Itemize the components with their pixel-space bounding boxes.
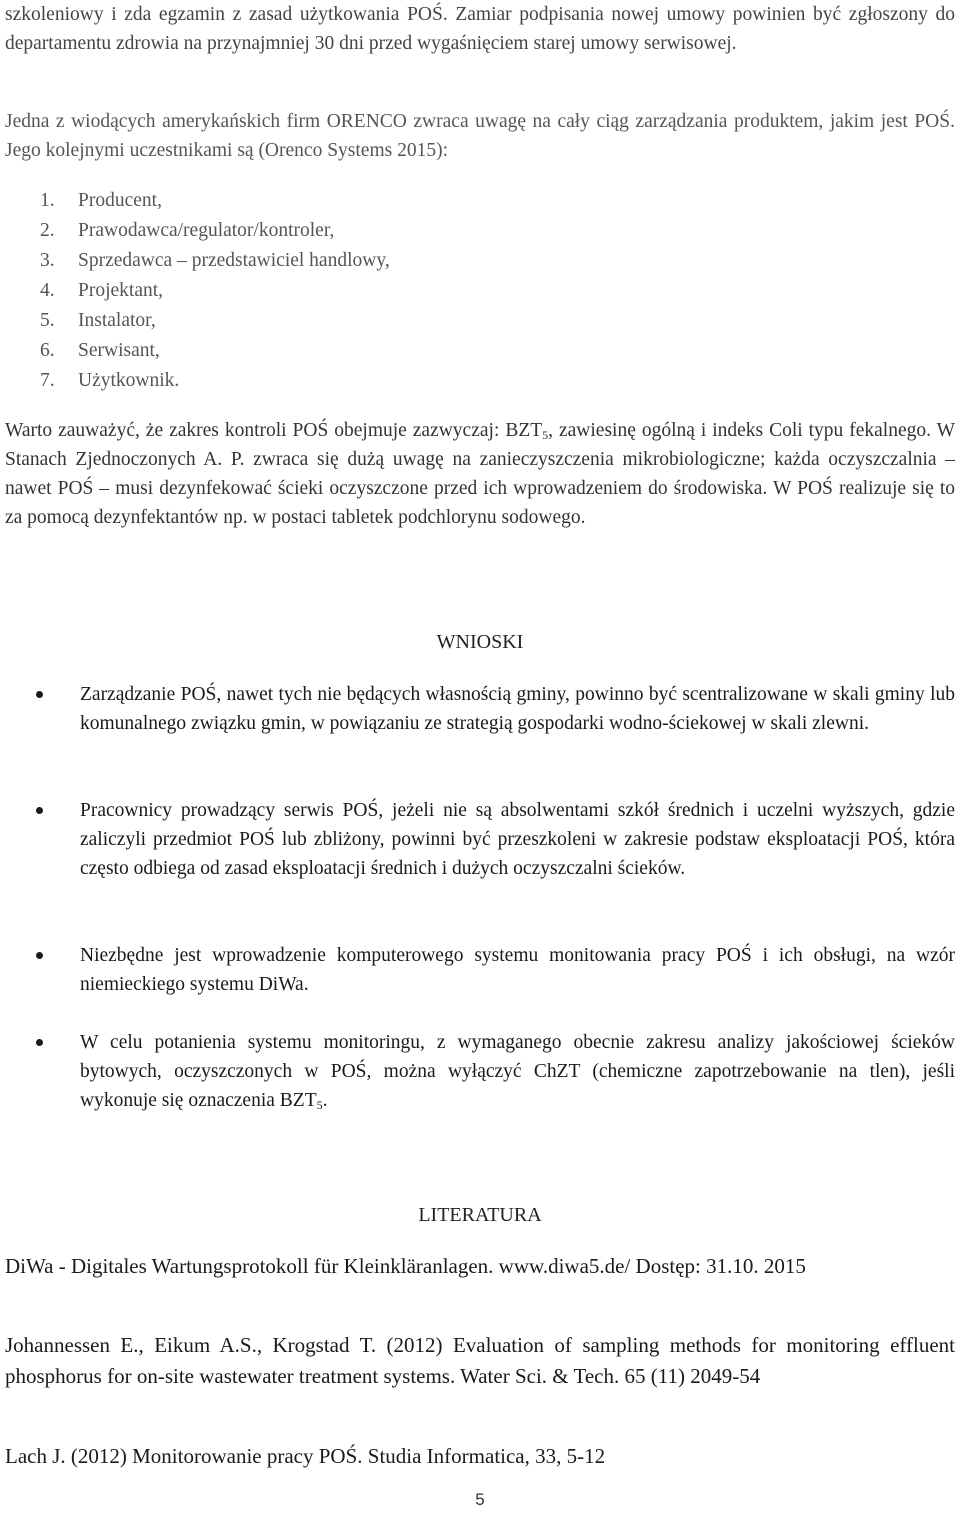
bullet-icon	[36, 807, 43, 814]
paragraph-intro: szkoleniowy i zda egzamin z zasad użytkowania POŚ. Zamiar podpisania nowej umowy powinien być zgłoszony do departamentu zdrowia na przynajmniej 30 dni przed wygaśnięciem starej umowy serwisowej.	[5, 4, 955, 54]
list-item-label: Prawodawca/regulator/kontroler,	[78, 220, 335, 241]
list-number: 3.	[40, 250, 55, 271]
list-item	[40, 306, 390, 336]
bullet-icon	[36, 1039, 43, 1046]
list-item-label: Projektant,	[78, 280, 164, 301]
paragraph-text: , zawiesinę ogólną i indeks Coli typu fekalnego. W Stanach Zjednoczonych A. P. zwraca się dużą uwagę na zanieczyszczenia mikrobiologiczne; każda oczyszczalnia – nawet POŚ – musi dezynfekować ścieki oczyszczone przed ich wprowadzeniem do środowiska. W POŚ realizuje się to za pomocą dezynfektantów np. w postaci tabletek podchlorynu sodowego.	[5, 420, 956, 528]
list-item-label: Producent,	[78, 190, 162, 211]
list-item	[40, 366, 390, 396]
list-number: 7.	[40, 370, 55, 391]
reference-entry: DiWa - Digitales Wartungsprotokoll für Kleinkläranlagen. www.diwa5.de/ Dostęp: 31.10. 2015	[5, 1254, 806, 1278]
list-item	[40, 276, 390, 306]
participants-list	[40, 186, 390, 396]
section-heading-wnioski: WNIOSKI	[436, 631, 524, 653]
list-item	[40, 216, 390, 246]
list-number: 6.	[40, 340, 55, 361]
conclusion-text: Niezbędne jest wprowadzenie komputerowego systemu monitowania pracy POŚ i ich obsługi, na wzór niemieckiego systemu DiWa.	[80, 945, 955, 995]
page-number: 5	[475, 1490, 485, 1509]
conclusion-text: Zarządzanie POŚ, nawet tych nie będących własnością gminy, powinno być scentralizowane w skali gminy lub komunalnego związku gmin, w powiązaniu ze strategią gospodarki wodno-ściekowej w skali zlewni.	[80, 684, 955, 734]
conclusion-text-part: W celu potanienia systemu monitoringu, z wymaganego obecnie zakresu analizy jakościowej ścieków bytowych, oczyszczonych w POŚ, można wyłączyć ChZT (chemiczne zapotrzebowanie na tlen), jeśli wykonuje się oznaczenia BZT	[80, 1032, 955, 1111]
conclusion-text	[80, 1028, 955, 1115]
reference-entry: Johannessen E., Eikum A.S., Krogstad T. (2012) Evaluation of sampling methods for monitoring effluent phosphorus for on-site wastewater treatment systems. Water Sci. & Tech. 65 (11) 2049-54	[5, 1333, 955, 1388]
list-item	[40, 186, 390, 216]
list-item	[40, 246, 390, 276]
conclusion-text-part: .	[322, 1090, 328, 1111]
bullet-icon	[36, 691, 43, 698]
section-heading-literatura: LITERATURA	[418, 1204, 542, 1226]
subscript: 5	[542, 428, 549, 442]
list-number: 1.	[40, 190, 55, 211]
bullet-icon	[36, 952, 43, 959]
list-item-label: Użytkownik.	[78, 370, 180, 391]
list-item-label: Serwisant,	[78, 340, 160, 361]
subscript: 5	[316, 1098, 323, 1112]
list-number: 4.	[40, 280, 55, 301]
paragraph-text: Warto zauważyć, że zakres kontroli POŚ obejmuje zazwyczaj: BZT	[5, 420, 543, 441]
list-item-label: Sprzedawca – przedstawiciel handlowy,	[78, 250, 390, 271]
reference-entry: Lach J. (2012) Monitorowanie pracy POŚ. Studia Informatica, 33, 5-12	[5, 1444, 606, 1468]
list-item	[40, 336, 390, 366]
list-number: 5.	[40, 310, 55, 331]
paragraph-orenco: Jedna z wiodących amerykańskich firm ORENCO zwraca uwagę na cały ciąg zarządzania produktem, jakim jest POŚ. Jego kolejnymi uczestnikami są (Orenco Systems 2015):	[5, 111, 955, 161]
conclusion-text: Pracownicy prowadzący serwis POŚ, jeżeli nie są absolwentami szkół średnich i uczelni wyższych, gdzie zaliczyli przedmiot POŚ lub zbliżony, powinni być przeszkoleni w zakresie podstaw eksploatacji POŚ, która często odbiega od zasad eksploatacji średnich i dużych oczyszczalni ścieków.	[80, 800, 955, 879]
list-number: 2.	[40, 220, 55, 241]
list-item-label: Instalator,	[78, 310, 156, 331]
paragraph-control-scope	[5, 416, 955, 532]
